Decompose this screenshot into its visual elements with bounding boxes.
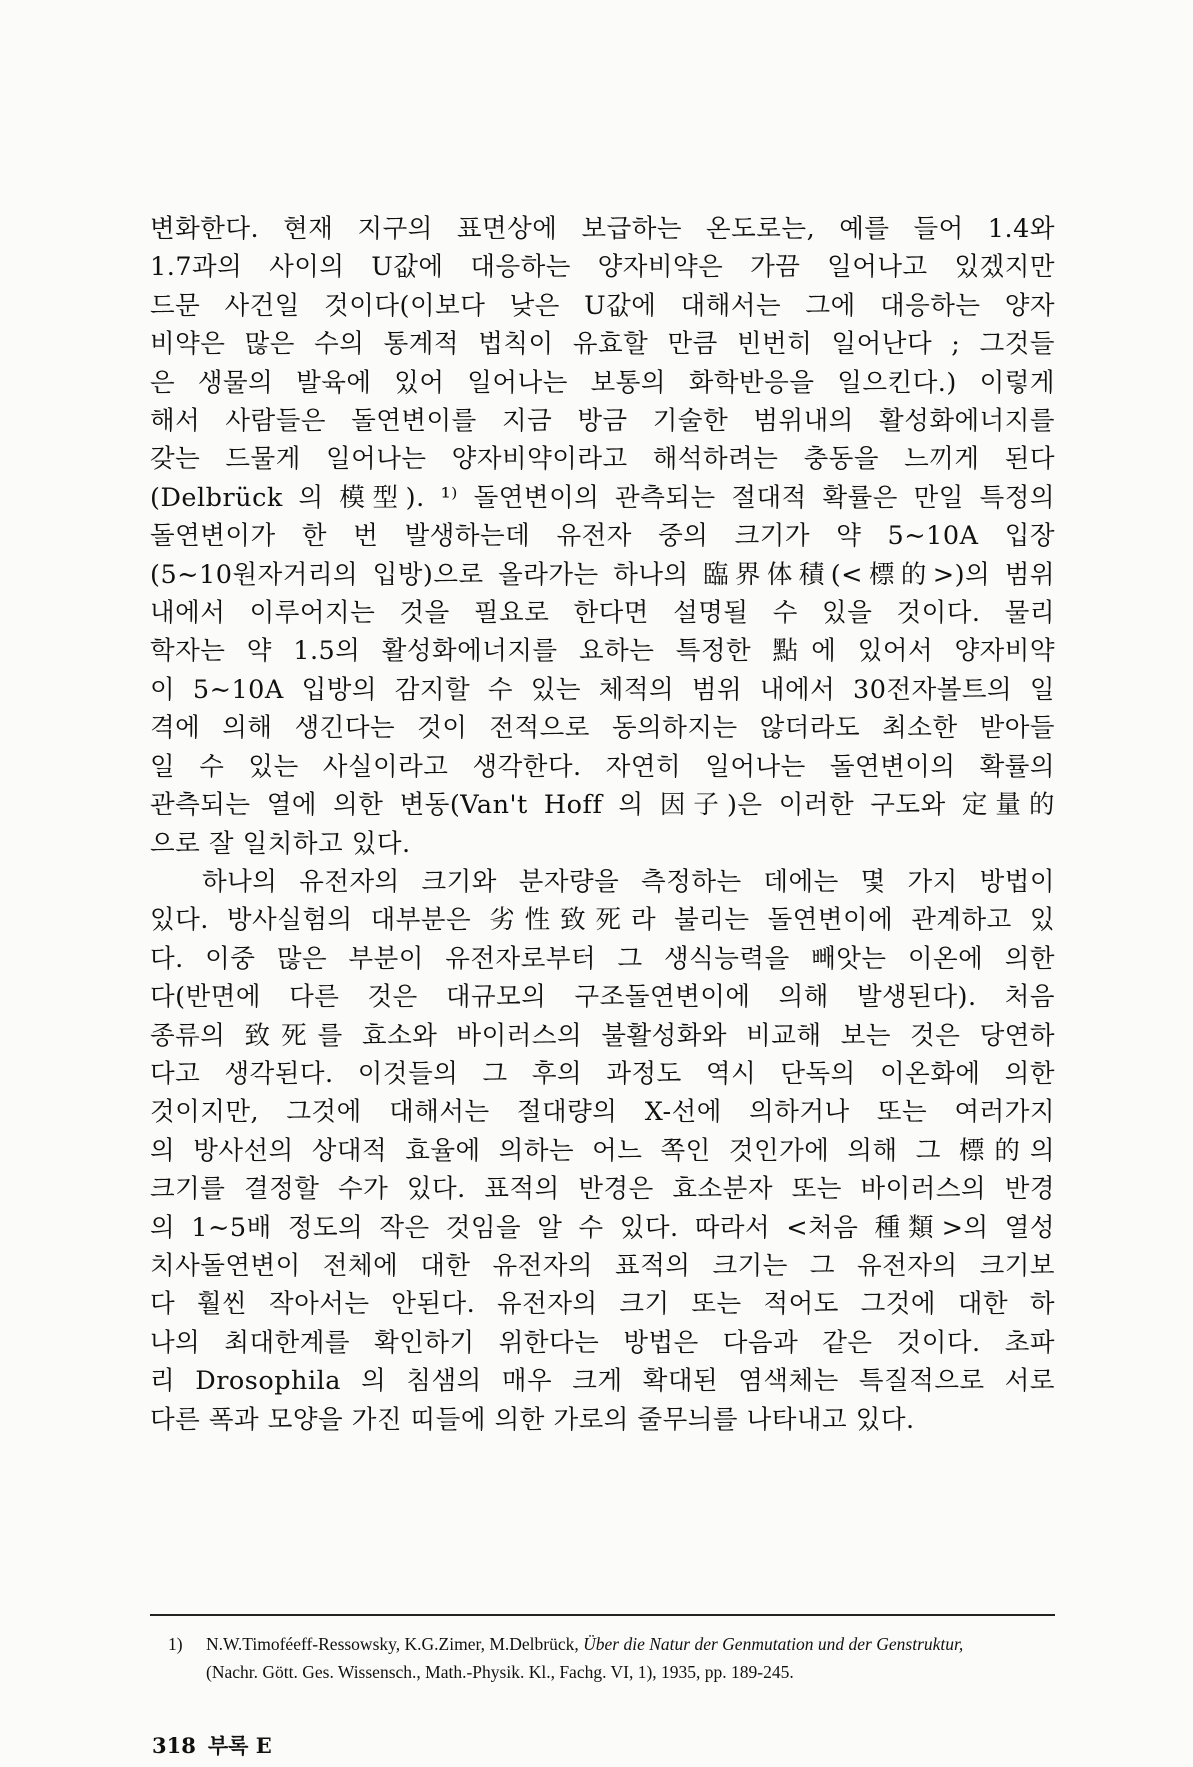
text-line: 다고 생각된다. 이것들의 그 후의 과정도 역시 단독의 이온화에 의한	[150, 1058, 1055, 1089]
text-line: 다 훨씬 작아서는 안된다. 유전자의 크기 또는 적어도 그것에 대한 하	[150, 1289, 1055, 1320]
text-line: (5∼10원자거리의 입방)으로 올라가는 하나의 臨界体積(<標的>)의 범위	[150, 559, 1055, 590]
text-line: 내에서 이루어지는 것을 필요로 한다면 설명될 수 있을 것이다. 물리	[150, 598, 1055, 629]
text-line: 다. 이중 많은 부분이 유전자로부터 그 생식능력을 빼앗는 이온에 의한	[150, 943, 1055, 974]
text-line: 관측되는 열에 의한 변동(Van't Hoff 의 因子)은 이러한 구도와 定量的	[150, 790, 1055, 821]
footnote-line-1	[168, 1630, 1055, 1658]
text-line: 하나의 유전자의 크기와 분자량을 측정하는 데에는 몇 가지 방법이	[202, 866, 1055, 897]
footnote-authors: N.W.Timoféeff-Ressowsky, K.G.Zimer, M.Delbrück,	[206, 1634, 584, 1654]
footnote-title: Über die Natur der Genmutation und der Genstruktur,	[583, 1634, 964, 1654]
text-line: 비약은 많은 수의 통계적 법칙이 유효할 만큼 빈번히 일어난다 ; 그것들	[150, 329, 1055, 360]
text-line: 다른 폭과 모양을 가진 띠들에 의한 가로의 줄무늬를 나타내고 있다.	[150, 1404, 915, 1435]
text-line: 변화한다. 현재 지구의 표면상에 보급하는 온도로는, 예를 들어 1.4와	[150, 214, 1055, 244]
text-line: 으로 잘 일치하고 있다.	[150, 828, 411, 859]
text-line: 의 1∼5배 정도의 작은 것임을 알 수 있다. 따라서 <처음 種類>의 열성	[150, 1212, 1055, 1243]
page-folio	[152, 1730, 284, 1760]
text-line: 크기를 결정할 수가 있다. 표적의 반경은 효소분자 또는 바이러스의 반경	[150, 1174, 1055, 1205]
footnote-line-2: (Nachr. Gött. Ges. Wissensch., Math.-Physik. Kl., Fachg. VI, 1), 1935, pp. 189-245.	[206, 1662, 794, 1682]
text-line: (Delbrück 의 模型). ¹⁾ 돌연변이의 관측되는 절대적 확률은 만일 특정의	[150, 482, 1055, 513]
text-line: 1.7과의 사이의 U값에 대응하는 양자비약은 가끔 일어나고 있겠지만	[150, 252, 1055, 283]
page-number: 318	[152, 1733, 196, 1758]
text-line: 해서 사람들은 돌연변이를 지금 방금 기술한 범위내의 활성화에너지를	[150, 406, 1055, 437]
text-line: 은 생물의 발육에 있어 일어나는 보통의 화학반응을 일으킨다.) 이렇게	[150, 367, 1055, 398]
text-line: 있다. 방사실험의 대부분은 劣性致死라 불리는 돌연변이에 관계하고 있	[150, 905, 1055, 936]
text-line: 이 5∼10A 입방의 감지할 수 있는 체적의 범위 내에서 30전자볼트의 일	[150, 674, 1055, 705]
footnote-marker: 1)	[168, 1634, 183, 1654]
text-line: 일 수 있는 사실이라고 생각한다. 자연히 일어나는 돌연변이의 확률의	[150, 751, 1055, 782]
text-line: 드문 사건일 것이다(이보다 낮은 U값에 대해서는 그에 대응하는 양자	[150, 290, 1055, 321]
text-line: 갖는 드물게 일어나는 양자비약이라고 해석하려는 충동을 느끼게 된다	[150, 444, 1055, 475]
text-line: 것이지만, 그것에 대해서는 절대량의 X-선에 의하거나 또는 여러가지	[150, 1097, 1055, 1128]
paragraph-1	[150, 210, 1055, 863]
text-line: 돌연변이가 한 번 발생하는데 유전자 중의 크기가 약 5∼10A 입장	[150, 521, 1055, 552]
footnote	[168, 1630, 1055, 1686]
text-line: 리 Drosophila 의 침샘의 매우 크게 확대된 염색체는 특질적으로 서로	[150, 1366, 1055, 1397]
body-text	[150, 210, 1055, 1439]
text-line: 나의 최대한계를 확인하기 위한다는 방법은 다음과 같은 것이다. 초파	[150, 1327, 1055, 1358]
text-line: 학자는 약 1.5의 활성화에너지를 요하는 특정한 點에 있어서 양자비약	[150, 636, 1055, 667]
paragraph-2	[150, 863, 1055, 1439]
text-line: 종류의 致死를 효소와 바이러스의 불활성화와 비교해 보는 것은 당연하	[150, 1020, 1055, 1051]
text-line: 다(반면에 다른 것은 대규모의 구조돌연변이에 의해 발생된다). 처음	[150, 982, 1055, 1013]
text-line: 격에 의해 생긴다는 것이 전적으로 동의하지는 않더라도 최소한 받아들	[150, 713, 1055, 744]
text-line: 의 방사선의 상대적 효율에 의하는 어느 쪽인 것인가에 의해 그 標的의	[150, 1135, 1055, 1166]
section-label: 부록 E	[207, 1733, 272, 1758]
text-line: 치사돌연변이 전체에 대한 유전자의 표적의 크기는 그 유전자의 크기보	[150, 1250, 1055, 1281]
footnote-rule	[150, 1614, 1055, 1616]
